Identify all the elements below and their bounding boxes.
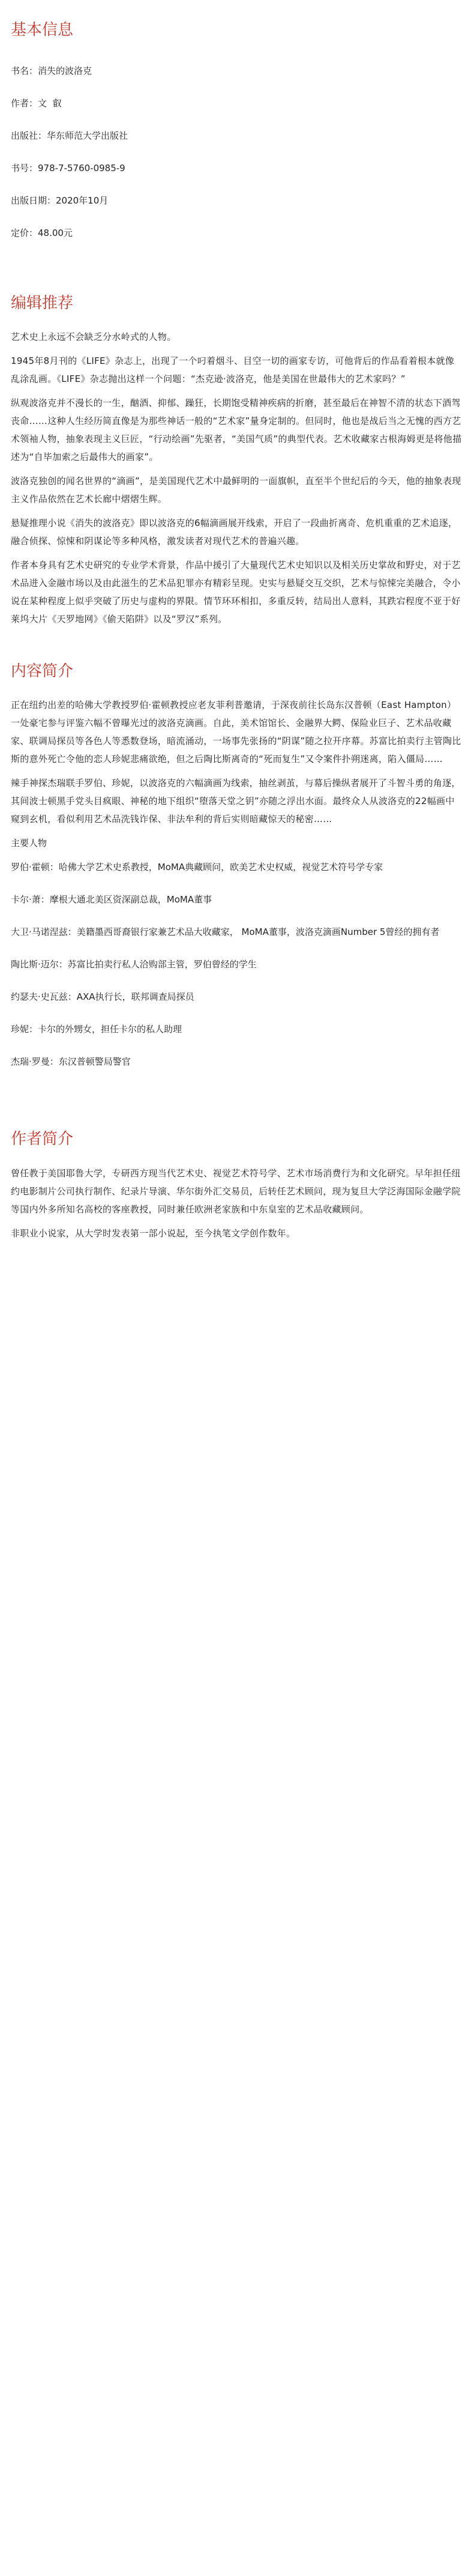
editor-paragraph: 波洛克独创的闻名世界的“滴画”，是美国现代艺术中最鲜明的一面旗帜，直至半个世纪后的今天，他的抽象表现主义作品依然在艺术长廊中熠熠生辉。	[11, 476, 461, 505]
character-entry: 约瑟夫·史瓦兹：AXA执行长，联邦调查局探员	[11, 991, 194, 1003]
spacer	[11, 1085, 463, 1109]
spacer	[11, 249, 463, 273]
publish-date-row: 出版日期：2020年10月	[11, 195, 109, 207]
isbn-row: 书号：978-7-5760-0985-9	[11, 163, 125, 174]
character-entry: 杰瑞·罗曼：东汉普顿警局警官	[11, 1056, 131, 1068]
character-entry: 陶比斯·迈尔：苏富比拍卖行私人洽购部主管，罗伯曾经的学生	[11, 959, 257, 970]
basic-info-title: 基本信息	[11, 20, 74, 39]
character-entry: 罗伯·霍顿：哈佛大学艺术史系教授，MoMA典藏顾问，欧美艺术史权威，视觉艺术符号学专家	[11, 862, 383, 873]
author-paragraph: 曾任教于美国耶鲁大学，专研西方现当代艺术史、视觉艺术符号学、艺术市场消费行为和文化研究。早年担任纽约电影制片公司执行制作、纪录片导演、华尔街外汇交易员，后转任艺术顾问，现为复旦大学泛海国际金融学院等国内外多所知名高校的客座教授，同时兼任欧洲老家族和中东皇室的艺术品收藏顾问。	[11, 1167, 461, 1215]
editor-paragraph: 作者本身具有艺术史研究的专业学术背景，作品中援引了大量现代艺术史知识以及相关历史掌故和野史，对于艺术品进入金融市场以及由此滋生的艺术品犯罪亦有精彩呈现。史实与悬疑交互交织，艺术与惊悚完美融合，令小说在某种程度上似乎突破了历史与虚构的界限。情节环环相扣，多重反转，结局出人意料，其跌宕程度不亚于好莱坞大片《天罗地网》《偷天陷阱》以及“罗汉”系列。	[11, 560, 461, 625]
synopsis-title: 内容简介	[11, 662, 74, 680]
characters-heading: 主要人物	[11, 838, 47, 849]
author-row: 作者：文 叡	[11, 98, 62, 109]
synopsis-paragraph: 辣手神探杰瑞联手罗伯、珍妮，以波洛克的六幅滴画为线索，抽丝剥茧，与幕后操纵者展开了斗智斗勇的角逐，其间波士顿黑手党头目疯眼、神秘的地下组织“堕落天堂之钥”亦随之浮出水面。最终众人从波洛克的22幅画中窥到玄机，看似利用艺术品洗钱诈保、非法牟利的背后实则暗藏惊天的秘密……	[11, 778, 461, 825]
author-intro-section	[11, 1122, 463, 1242]
spacer	[11, 634, 463, 641]
editor-paragraph: 纵观波洛克并不漫长的一生，酗酒、抑郁、躁狂，长期饱受精神疾病的折磨，甚至最后在神智不清的状态下酒驾丧命……这种人生经历简直像是为那些神话一般的“艺术家”量身定制的。但同时，他也是战后当之无愧的西方艺术领袖人物，抽象表现主义巨匠，“行动绘画”先驱者，“美国气质”的典型代表。艺术收藏家古根海姆更是将他描述为“自毕加索之后最伟大的画家”。	[11, 398, 462, 463]
editor-paragraph: 艺术史上永远不会缺乏分水岭式的人物。	[11, 331, 176, 343]
author-paragraph: 非职业小说家，从大学时发表第一部小说起，至今执笔文学创作数年。	[11, 1227, 296, 1239]
character-entry: 珍妮：卡尔的外甥女，担任卡尔的私人助理	[11, 1024, 182, 1035]
price-row: 定价：48.00元	[11, 228, 73, 239]
author-intro-title: 作者简介	[11, 1130, 74, 1149]
editor-paragraph: 悬疑推理小说《消失的波洛克》即以波洛克的6幅滴画展开线索，开启了一段曲折离奇、危机重重的艺术追逐，融合侦探、惊悚和阴谋论等多种风格，激发读者对现代艺术的普遍兴趣。	[11, 518, 458, 547]
publisher-row: 出版社：华东师范大学出版社	[11, 130, 128, 142]
character-entry: 卡尔·萧：摩根大通北美区资深副总裁，MoMA董事	[11, 894, 212, 906]
synopsis-paragraph: 正在纽约出差的哈佛大学教授罗伯·霍顿教授应老友菲利普邀请，于深夜前往长岛东汉普顿（East Hampton）一处豪宅参与评鉴六幅不曾曝光过的波洛克滴画。自此，美术馆馆长、金融界大鳄、保险业巨子、艺术品收藏家、联调局探员等各色人等悉数登场，暗流涌动，一场事先张扬的“阴谋”随之拉开序幕。苏富比拍卖行主管陶比斯的意外死亡令他的恋人珍妮悲痛欲绝，但之后陶比斯离奇的“死而复生”又令案件扑朔迷离，陷入僵局……	[11, 700, 461, 765]
book-info-page	[0, 13, 474, 1242]
character-entry: 大卫·马诺涅兹：美籍墨西哥裔银行家兼艺术品大收藏家， MoMA董事，波洛克滴画Number 5曾经的拥有者	[11, 927, 440, 938]
book-title-row: 书名：消失的波洛克	[11, 65, 92, 77]
editor-recommendation-title: 编辑推荐	[11, 294, 74, 312]
editor-paragraph: 1945年8月刊的《LIFE》杂志上，出现了一个叼着烟斗、目空一切的画家专访，可他背后的作品看着根本就像乱涂乱画。《LIFE》杂志抛出这样一个问题：“杰克逊·波洛克，他是美国在世最伟大的艺术家吗？”	[11, 355, 455, 385]
editor-recommendation-section	[11, 286, 463, 629]
basic-info-section	[11, 13, 463, 250]
synopsis-section	[11, 655, 463, 1071]
